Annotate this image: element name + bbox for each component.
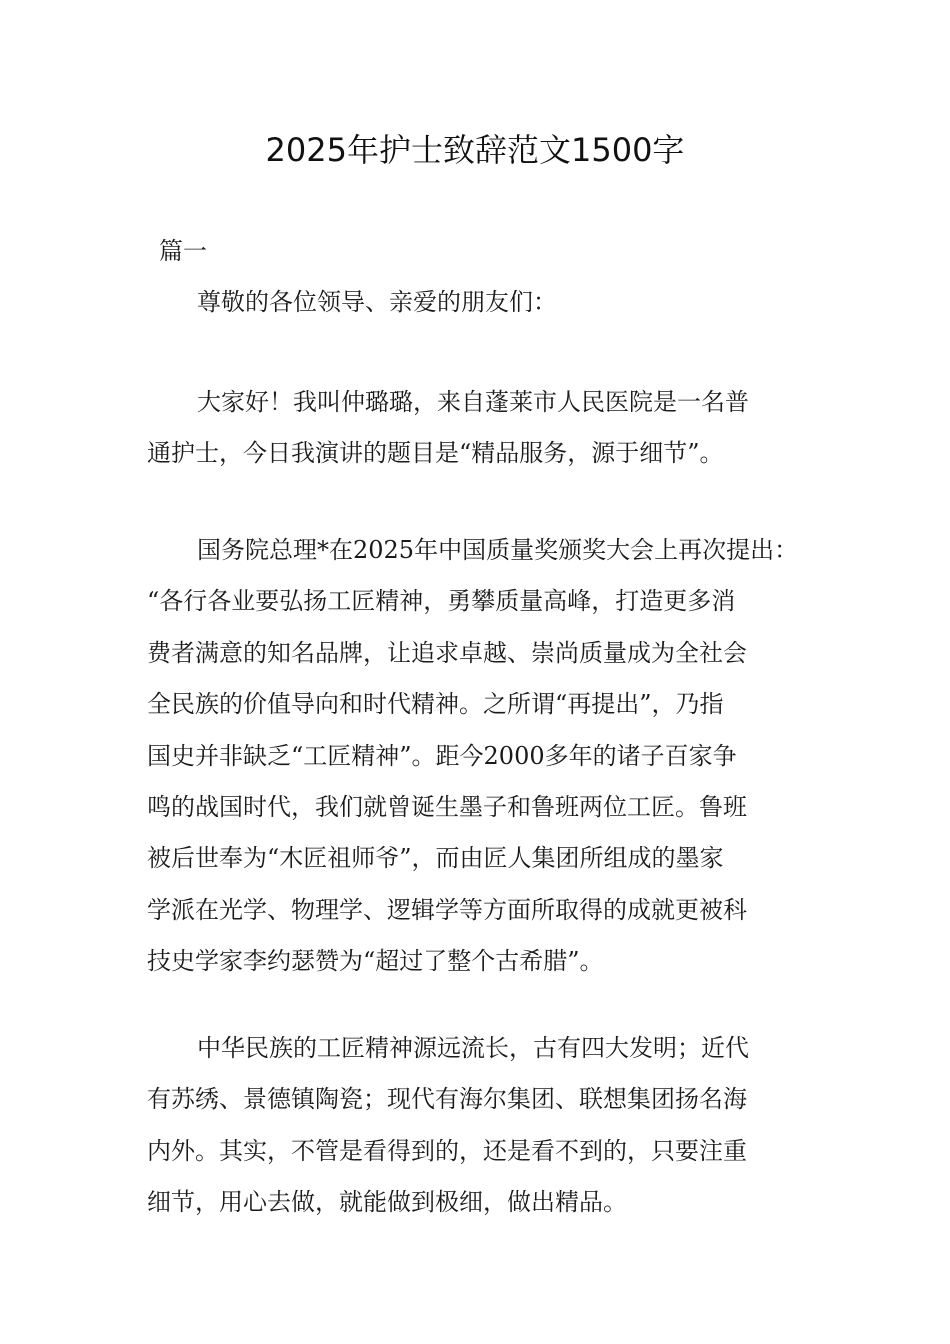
paragraph-line: 学派在光学、物理学、逻辑学等方面所取得的成就更被科 [147, 895, 747, 924]
paragraph-line: 中华民族的工匠精神源远流长，古有四大发明；近代 [197, 1034, 749, 1062]
paragraph-line: 内外。其实，不管是看得到的，还是看不到的，只要注重 [147, 1136, 747, 1165]
paragraph-line: 鸣的战国时代，我们就曾诞生墨子和鲁班两位工匠。鲁班 [147, 793, 747, 822]
paragraph-line: 技史学家李约瑟赞为“超过了整个古希腊”。 [147, 947, 604, 976]
paragraph-line: 大家好！我叫仲璐璐，来自蓬莱市人民医院是一名普 [197, 388, 749, 416]
paragraph-line: 国史并非缺乏“工匠精神”。距今2000多年的诸子百家争 [147, 741, 737, 770]
paragraph-line: 被后世奉为“木匠祖师爷”，而由匠人集团所组成的墨家 [147, 844, 724, 873]
paragraph-line: 细节，用心去做，就能做到极细，做出精品。 [147, 1188, 627, 1217]
document-title: 2025年护士致辞范文1500字 [265, 131, 685, 169]
paragraph-line: “各行各业要弘扬工匠精神，勇攀质量高峰，打造更多消 [147, 587, 736, 616]
paragraph-line: 全民族的价值导向和时代精神。之所谓“再提出”，乃指 [147, 690, 724, 719]
body-paragraph-3 [147, 1023, 807, 1229]
paragraph-line: 通护士，今日我演讲的题目是“精品服务，源于细节”。 [147, 439, 724, 468]
paragraph-line: 国务院总理*在2025年中国质量奖颁奖大会上再次提出： [197, 536, 799, 564]
paragraph-line: 有苏绣、景德镇陶瓷；现代有海尔集团、联想集团扬名海 [147, 1085, 747, 1114]
section-label: 篇一 [159, 237, 207, 265]
body-paragraph-1 [147, 377, 807, 480]
salutation-paragraph [147, 277, 807, 328]
paragraph-line: 费者满意的知名品牌，让追求卓越、崇尚质量成为全社会 [147, 638, 747, 667]
salutation-text: 尊敬的各位领导、亲爱的朋友们： [197, 288, 557, 316]
body-paragraph-2 [147, 525, 807, 988]
